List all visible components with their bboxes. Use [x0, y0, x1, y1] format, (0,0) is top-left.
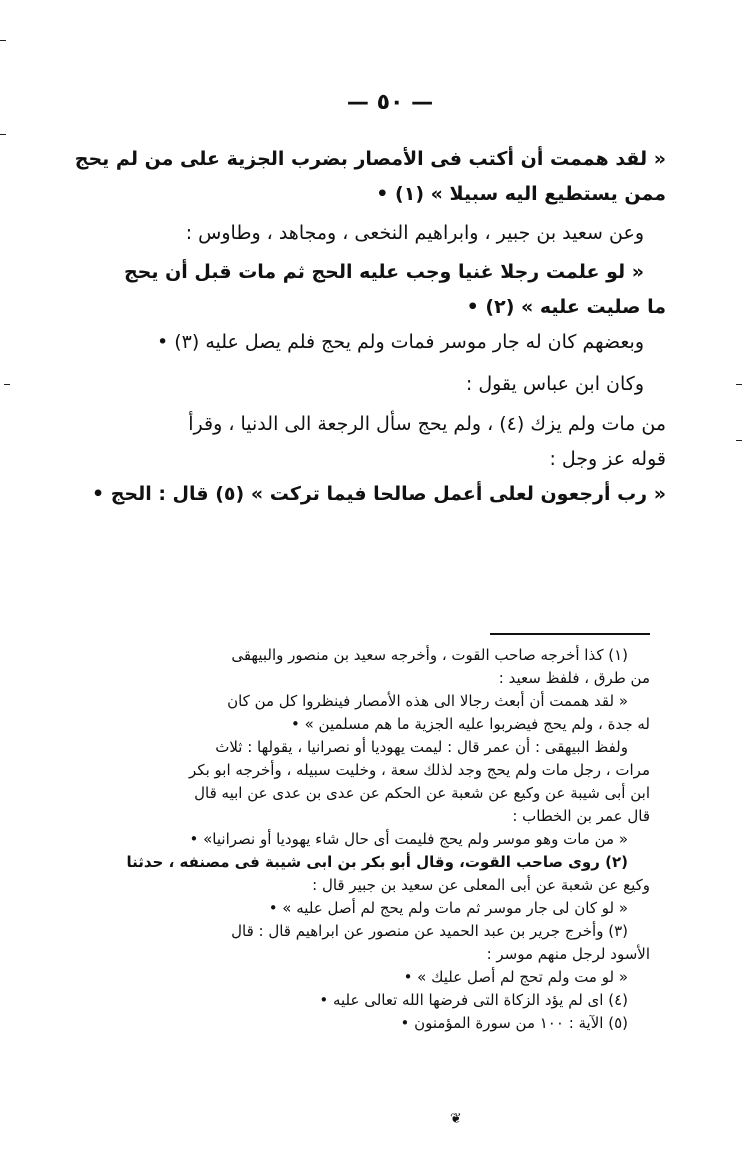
- scan-mark: [0, 40, 6, 41]
- footnote-line-7: ابن أبى شيبة عن وكيع عن شعبة عن الحكم عن عدى بن عدى عن ابيه قال: [194, 784, 650, 802]
- footnote-line-8: قال عمر بن الخطاب :: [512, 807, 650, 825]
- footnotes: [100, 646, 650, 1037]
- main-line-7: وكان ابن عباس يقول :: [465, 373, 644, 395]
- footnote-line-9: « من مات وهو موسر ولم يحج فليمت أى حال شاء يهوديا أو نصرانيا» •: [189, 830, 628, 848]
- scan-mark: [0, 134, 6, 135]
- footnote-line-5: ولفظ البيهقى : أن عمر قال : ليمت يهوديا أو نصرانيا ، يقولها : ثلاث: [215, 738, 628, 756]
- main-text: [74, 140, 666, 505]
- main-line-10: « رب أرجعون لعلى أعمل صالحا فيما تركت » (٥) قال : الحج •: [91, 483, 666, 505]
- main-line-9: قوله عز وجل :: [549, 448, 666, 470]
- main-line-6: وبعضهم كان له جار موسر فمات ولم يحج فلم يصل عليه (٣) •: [156, 331, 644, 353]
- footnote-line-3: « لقد هممت أن أبعث رجالا الى هذه الأمصار فينظروا كل من كان: [227, 692, 628, 710]
- footnote-line-10: (٢) روى صاحب القوت، وقال أبو بكر بن ابى شيبة فى مصنفه ، حدثنا: [126, 853, 628, 871]
- footnote-line-6: مرات ، رجل مات ولم يحج وجد لذلك سعة ، وخليت سبيله ، وأخرجه ابو بكر: [189, 761, 650, 779]
- footnote-separator: [490, 633, 650, 635]
- footnote-line-16: (٤) اى لم يؤد الزكاة التى فرضها الله تعالى عليه •: [319, 991, 628, 1009]
- main-line-3: وعن سعيد بن جبير ، وابراهيم النخعى ، ومجاهد ، وطاوس :: [185, 222, 644, 244]
- scan-mark: [4, 384, 10, 385]
- footnote-line-14: الأسود لرجل منهم موسر :: [486, 945, 650, 963]
- main-line-5: ما صليت عليه » (٢) •: [466, 296, 666, 318]
- footnote-line-11: وكيع عن شعبة عن أبى المعلى عن سعيد بن جبير قال :: [312, 876, 650, 894]
- footnote-line-13: (٣) وأخرج جرير بن عبد الحميد عن منصور عن ابراهيم قال : قال: [231, 922, 628, 940]
- footnote-line-2: من طرق ، فلفظ سعيد :: [498, 669, 650, 687]
- footnote-line-15: « لو مت ولم تحج لم أصل عليك » •: [403, 968, 628, 986]
- ornament-icon: ❦: [450, 1111, 462, 1127]
- page-number: — ٥٠ —: [346, 90, 434, 115]
- footnote-line-4: له جدة ، ولم يحج فيضربوا عليه الجزية ما هم مسلمين » •: [290, 715, 650, 733]
- main-line-4: « لو علمت رجلا غنيا وجب عليه الحج ثم مات قبل أن يحج: [123, 261, 644, 283]
- scan-mark: [736, 384, 742, 385]
- footnote-line-17: (٥) الآية : ١٠٠ من سورة المؤمنون •: [400, 1014, 628, 1032]
- main-line-8: من مات ولم يزك (٤) ، ولم يحج سأل الرجعة الى الدنيا ، وقرأ: [188, 413, 666, 435]
- main-line-1: « لقد هممت أن أكتب فى الأمصار بضرب الجزية على من لم يحج: [74, 148, 666, 170]
- main-line-2: ممن يستطيع اليه سبيلا » (١) •: [376, 183, 666, 205]
- footnote-line-12: « لو كان لى جار موسر ثم مات ولم يحج لم أصل عليه » •: [268, 899, 628, 917]
- scan-mark: [736, 440, 742, 441]
- footnote-line-1: (١) كذا أخرجه صاحب القوت ، وأخرجه سعيد بن منصور والبيهقى: [231, 646, 628, 664]
